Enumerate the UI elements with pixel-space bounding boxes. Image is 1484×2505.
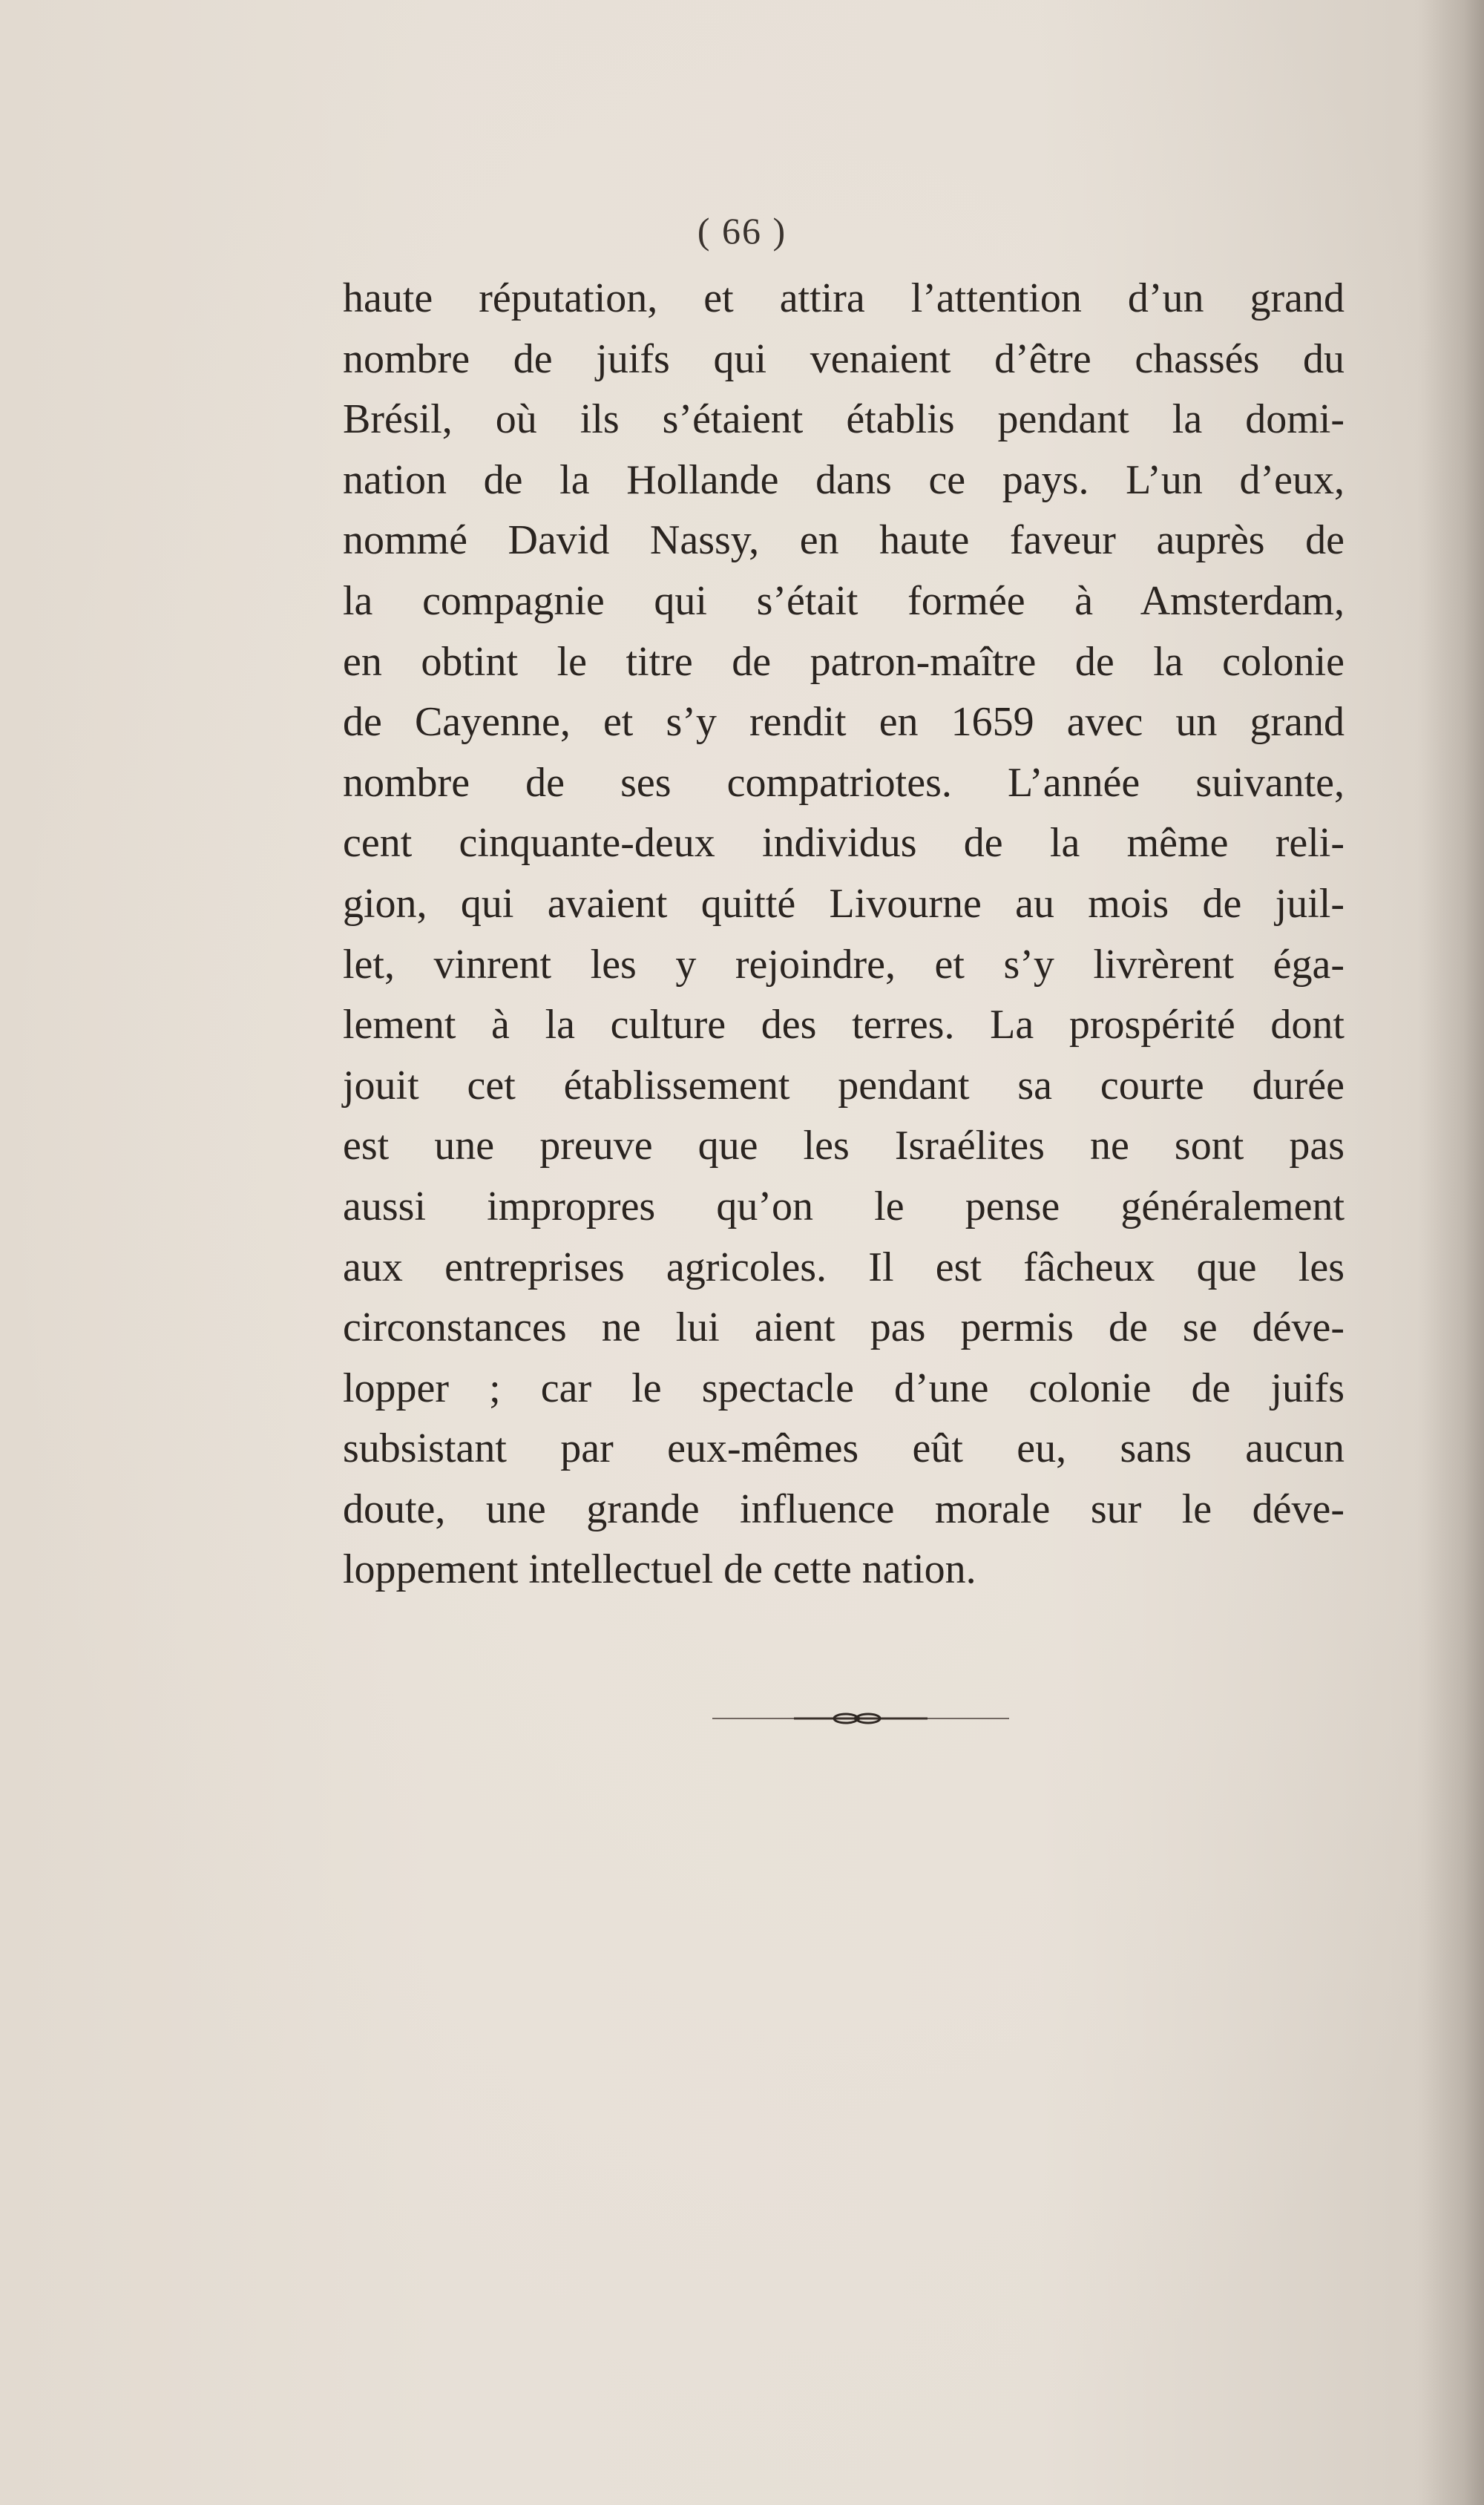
text-line: lopper ; car le spectacle d’une colonie de juifs <box>343 1365 1345 1411</box>
text-line: nombre de ses compatriotes. L’année suivante, <box>343 759 1345 806</box>
text-line: la compagnie qui s’était formée à Amsterdam, <box>343 577 1345 624</box>
text-line: nombre de juifs qui venaient d’être chassés du <box>343 335 1345 382</box>
text-line: doute, une grande influence morale sur le déve- <box>343 1485 1345 1532</box>
body-text <box>343 269 1345 1600</box>
text-line: est une preuve que les Israélites ne sont pas <box>343 1123 1345 1169</box>
text-line: nommé David Nassy, en haute faveur auprès de <box>343 517 1345 564</box>
text-line: en obtint le titre de patron-maître de la colonie <box>343 638 1345 685</box>
text-line: aussi impropres qu’on le pense généralement <box>343 1183 1345 1229</box>
text-line: gion, qui avaient quitté Livourne au mois de juil- <box>343 880 1345 927</box>
text-line: nation de la Hollande dans ce pays. L’un d’eux, <box>343 456 1345 503</box>
text-line: aux entreprises agricoles. Il est fâcheux que les <box>343 1244 1345 1290</box>
text-line: let, vinrent les y rejoindre, et s’y livrèrent éga- <box>343 941 1345 988</box>
text-line: de Cayenne, et s’y rendit en 1659 avec un grand <box>343 699 1345 746</box>
text-line: circonstances ne lui aient pas permis de se déve- <box>343 1304 1345 1351</box>
text-line: cent cinquante-deux individus de la même reli- <box>343 820 1345 867</box>
text-line: lement à la culture des terres. La prospérité dont <box>343 1002 1345 1048</box>
page-number: ( 66 ) <box>697 210 787 252</box>
binding-shadow <box>1417 0 1484 2505</box>
section-divider-ornament <box>712 1710 1009 1727</box>
text-line: Brésil, où ils s’étaient établis pendant la domi- <box>343 396 1345 443</box>
text-line: loppement intellectuel de cette nation. <box>343 1546 976 1593</box>
text-line: subsistant par eux-mêmes eût eu, sans aucun <box>343 1425 1345 1472</box>
text-line: jouit cet établissement pendant sa courte durée <box>343 1062 1345 1109</box>
text-line: haute réputation, et attira l’attention d’un grand <box>343 275 1345 321</box>
